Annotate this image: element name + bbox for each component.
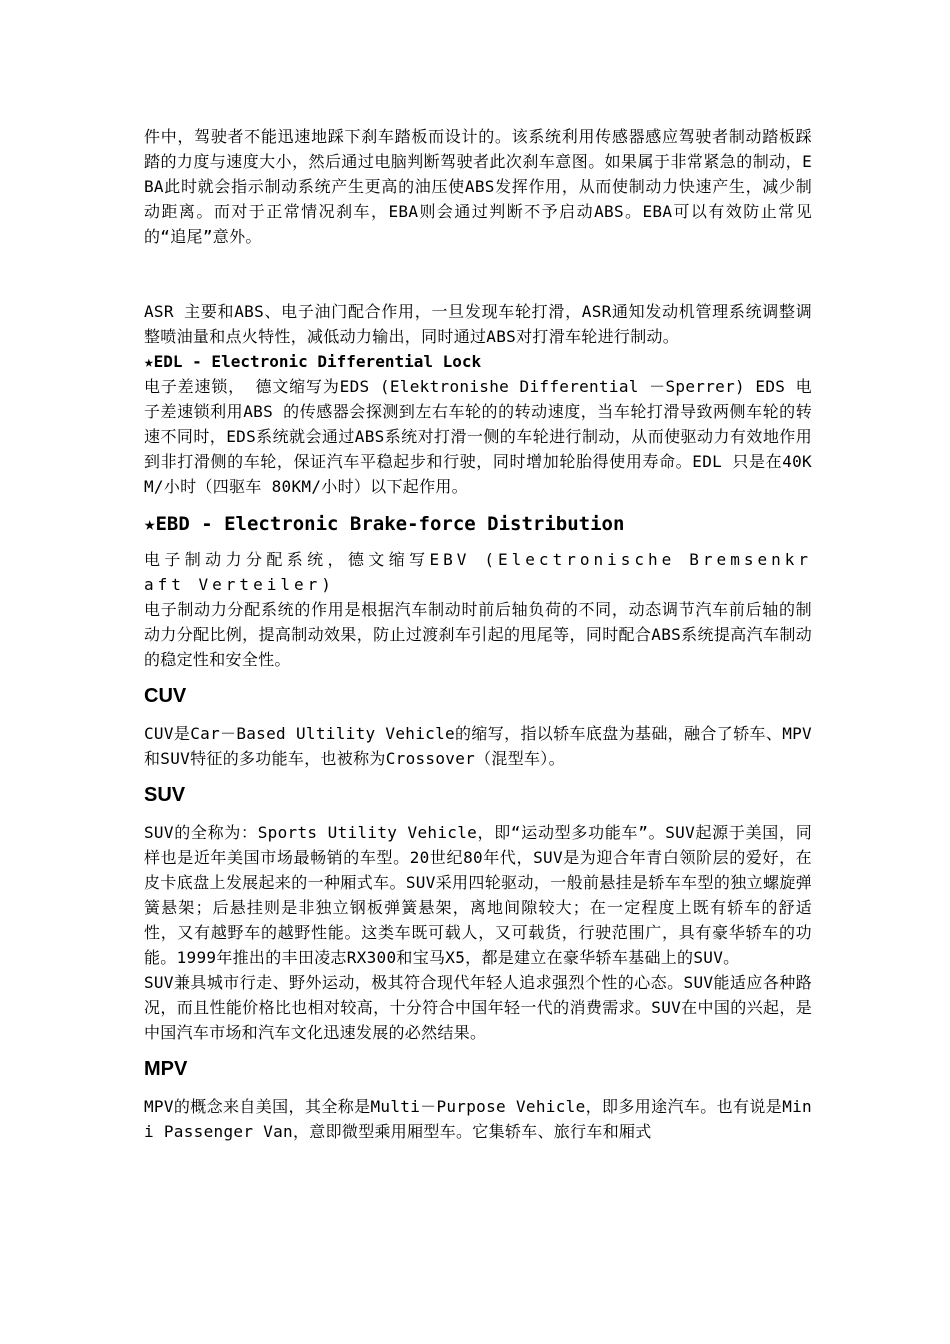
spacer	[144, 499, 812, 511]
spacer	[144, 249, 812, 299]
spacer	[144, 771, 812, 782]
spacer	[144, 537, 812, 547]
suv-paragraph-2: SUV兼具城市行走、野外运动，极其符合现代年轻人追求强烈个性的心态。SUV能适应各种路况，而且性能价格比也相对较高，十分符合中国年轻一代的消费需求。SUV在中国的兴起，是中国汽车市场和汽车文化迅速发展的必然结果。	[144, 973, 812, 1042]
spacer	[144, 808, 812, 820]
asr-paragraph: ASR 主要和ABS、电子油门配合作用，一旦发现车轮打滑，ASR通知发动机管理系统调整调整喷油量和点火特性，减低动力输出，同时通过ABS对打滑车轮进行制动。	[144, 302, 812, 346]
cuv-paragraph: CUV是Car－Based Ultility Vehicle的缩写，指以轿车底盘为基础，融合了轿车、MPV和SUV特征的多功能车，也被称为Crossover（混型车）。	[144, 724, 812, 768]
spacer	[144, 1045, 812, 1056]
ebd-description-paragraph: 电子制动力分配系统的作用是根据汽车制动时前后轴负荷的不同，动态调节汽车前后轴的制动力分配比例，提高制动效果，防止过渡刹车引起的甩尾等，同时配合ABS系统提高汽车制动的稳定性和安全性。	[144, 600, 812, 669]
suv-heading: SUV	[144, 784, 186, 806]
spacer	[144, 672, 812, 683]
eba-paragraph: 件中，驾驶者不能迅速地踩下刹车踏板而设计的。该系统利用传感器感应驾驶者制动踏板踩踏的力度与速度大小，然后通过电脑判断驾驶者此次刹车意图。如果属于非常紧急的制动，EBA此时就会指示制动系统产生更高的油压使ABS发挥作用，从而使制动力快速产生，减少制动距离。而对于正常情况刹车，EBA则会通过判断不予启动ABS。EBA可以有效防止常见的“追尾”意外。	[144, 127, 812, 246]
edl-heading: ★EDL - Electronic Differential Lock	[144, 352, 482, 371]
document-page	[144, 124, 812, 1144]
spacer	[144, 1082, 812, 1094]
suv-paragraph-1: SUV的全称为：Sports Utility Vehicle，即“运动型多功能车”。SUV起源于美国，同样也是近年美国市场最畅销的车型。20世纪80年代，SUV是为迎合年青白领阶层的爱好，在皮卡底盘上发展起来的一种厢式车。SUV采用四轮驱动，一般前悬挂是轿车车型的独立螺旋弹簧悬架；后悬挂则是非独立钢板弹簧悬架，离地间隙较大；在一定程度上既有轿车的舒适性，又有越野车的越野性能。这类车既可载人，又可载货，行驶范围广，具有豪华轿车的功能。1999年推出的丰田凌志RX300和宝马X5，都是建立在豪华轿车基础上的SUV。	[144, 823, 812, 967]
cuv-heading: CUV	[144, 685, 187, 707]
edl-paragraph: 电子差速锁， 德文缩写为EDS (Elektronishe Differential －Sperrer) EDS 电子差速锁利用ABS 的传感器会探测到左右车轮的的转动速度，当车轮打滑导致两侧车轮的转速不同时，EDS系统就会通过ABS系统对打滑一侧的车轮进行制动，从而使驱动力有效地作用到非打滑侧的车轮，保证汽车平稳起步和行驶，同时增加轮胎得使用寿命。EDL 只是在40KM/小时（四驱车 80KM/小时）以下起作用。	[144, 377, 812, 496]
mpv-paragraph: MPV的概念来自美国，其全称是Multi－Purpose Vehicle，即多用途汽车。也有说是Mini Passenger Van，意即微型乘用厢型车。它集轿车、旅行车和厢式	[144, 1097, 812, 1141]
ebd-name-paragraph: 电子制动力分配系统，德文缩写EBV (Electronische Bremsenkraft Verteiler)	[144, 550, 812, 594]
ebd-heading: ★EBD - Electronic Brake-force Distribution	[144, 513, 625, 535]
mpv-heading: MPV	[144, 1058, 188, 1080]
spacer	[144, 709, 812, 721]
